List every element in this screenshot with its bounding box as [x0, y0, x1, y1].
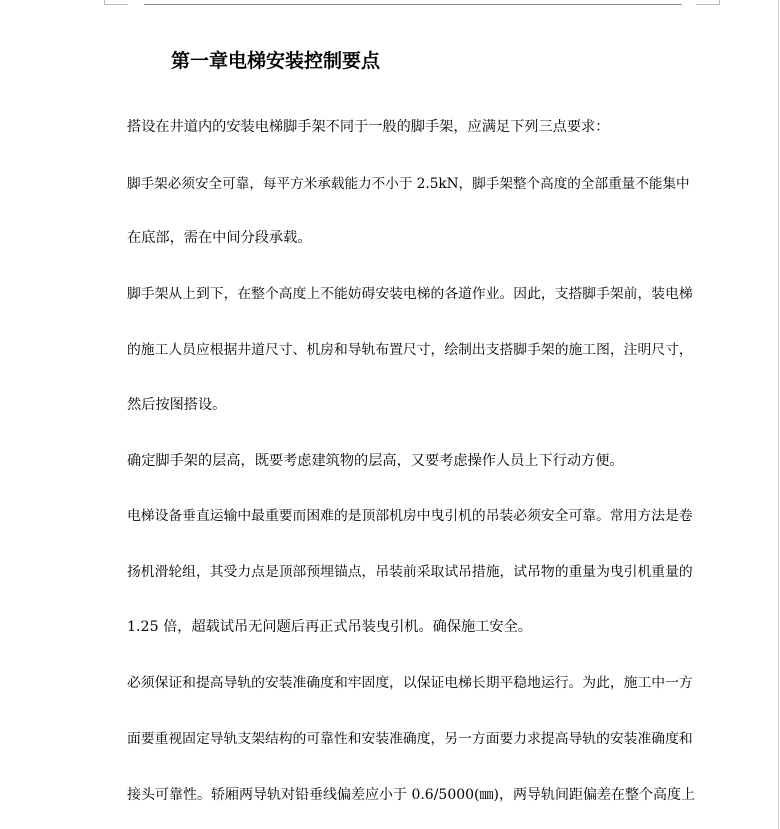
- paragraph-line: 在底部，需在中间分段承载。: [127, 230, 312, 246]
- page-corner-mark-left: [104, 4, 128, 5]
- paragraph-line: 的施工人员应根据井道尺寸、机房和导轨布置尺寸，绘制出支搭脚手架的施工图，注明尺寸，: [127, 342, 693, 358]
- page-top-border: [144, 4, 682, 5]
- paragraph-line: 脚手架从上到下，在整个高度上不能妨碍安装电梯的各道作业。因此，支搭脚手架前，装电梯: [127, 286, 693, 302]
- paragraph-line: 扬机滑轮组，其受力点是顶部预埋锚点，吊装前采取试吊措施，试吊物的重量为曳引机重量的: [127, 564, 693, 580]
- paragraph-line: 然后按图搭设。: [127, 397, 227, 413]
- paragraph-line: 电梯设备垂直运输中最重要而困难的是顶部机房中曳引机的吊装必须安全可靠。常用方法是卷: [127, 508, 693, 524]
- paragraph-line: 1.25 倍，超载试吊无问题后再正式吊装曳引机。确保施工安全。: [127, 619, 532, 635]
- chapter-title: 第一章电梯安装控制要点: [171, 50, 381, 72]
- paragraph-line: 面要重视固定导轨支架结构的可靠性和安装准确度，另一方面要力求提高导轨的安装准确度和: [127, 731, 693, 747]
- paragraph-line: 确定脚手架的层高，既要考虑建筑物的层高，又要考虑操作人员上下行动方便。: [127, 453, 624, 469]
- paragraph-line: 必须保证和提高导轨的安装准确度和牢固度，以保证电梯长期平稳地运行。为此，施工中一方: [127, 675, 693, 691]
- paragraph-line: 搭设在井道内的安装电梯脚手架不同于一般的脚手架，应满足下列三点要求：: [127, 119, 610, 135]
- page-corner-mark-right: [696, 4, 720, 5]
- paragraph-line: 脚手架必须安全可靠，每平方米承载能力不小于 2.5kN，脚手架整个高度的全部重量不能集中: [127, 176, 690, 192]
- paragraph-line: 接头可靠性。轿厢两导轨对铅垂线偏差应小于 0.6/5000(㎜)，两导轨间距偏差在整个高度上: [127, 787, 695, 803]
- window-right-edge: [778, 0, 779, 829]
